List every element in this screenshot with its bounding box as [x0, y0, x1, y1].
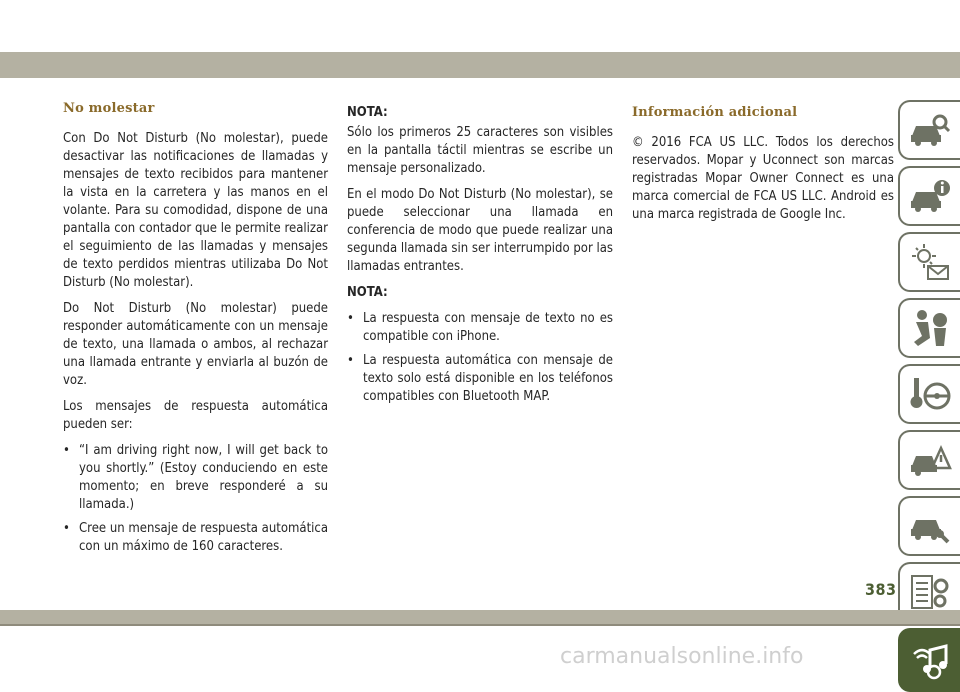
car-service-icon	[908, 504, 952, 548]
car-info-icon	[908, 174, 952, 218]
paragraph: © 2016 FCA US LLC. Todos los derechos reservados. Mopar y Uconnect son marcas registradas Mopar Owner Connect es una marca comercial de FCA US LLC. Android es una marca registrada de Google Inc.	[632, 135, 894, 222]
tab-service[interactable]	[898, 496, 960, 556]
watermark: carmanualsonline.info	[560, 644, 804, 669]
bullet-list	[347, 310, 613, 406]
tab-safety[interactable]	[898, 298, 960, 358]
list-item: • La respuesta automática con mensaje de texto solo está disponible en los teléfonos compatibles con Bluetooth MAP.	[347, 352, 613, 406]
tab-warning-lights[interactable]	[898, 232, 960, 292]
seat-airbag-icon	[908, 306, 952, 350]
list-item: • Cree un mensaje de respuesta automática con un máximo de 160 caracteres.	[63, 520, 328, 556]
column-1	[63, 100, 328, 564]
footer-band	[0, 610, 960, 624]
paragraph: Sólo los primeros 25 caracteres son visibles en la pantalla táctil mientras se escribe un mensaje personalizado.	[347, 125, 613, 176]
bullet-list	[63, 442, 328, 556]
paragraph: Los mensajes de respuesta automática pueden ser:	[63, 399, 328, 432]
tab-emergency[interactable]	[898, 430, 960, 490]
multimedia-music-icon	[908, 638, 952, 682]
paragraph: En el modo Do Not Disturb (No molestar), se puede seleccionar una llamada en conferencia de modo que puede realizar una segunda llamada sin ser interrumpido por las llamadas entrantes.	[347, 187, 613, 274]
checklist-gears-icon	[908, 570, 952, 614]
tab-starting[interactable]	[898, 364, 960, 424]
footer-line	[0, 624, 960, 626]
tab-car-info[interactable]	[898, 166, 960, 226]
tab-car-search[interactable]	[898, 100, 960, 160]
warning-light-message-icon	[908, 240, 952, 284]
note-label: NOTA:	[347, 105, 388, 120]
column-2	[347, 104, 613, 414]
key-steering-wheel-icon	[908, 372, 952, 416]
page-number: 383	[865, 580, 897, 599]
paragraph: Do Not Disturb (No molestar) puede responder automáticamente con un mensaje de texto, una llamada o ambos, al rechazar una llamada entrante y enviarla al buzón de voz.	[63, 301, 328, 388]
header-band	[0, 52, 960, 78]
car-search-icon	[908, 108, 952, 152]
list-item: • La respuesta con mensaje de texto no es compatible con iPhone.	[347, 310, 613, 346]
car-hazard-icon	[908, 438, 952, 482]
top-margin	[0, 0, 960, 47]
tab-multimedia[interactable]	[898, 628, 960, 692]
section-heading-no-molestar: No molestar	[63, 101, 155, 116]
note-label: NOTA:	[347, 285, 388, 300]
list-item: • “I am driving right now, I will get back to you shortly.” (Estoy conduciendo en este momento; en breve responderé a su llamada.)	[63, 442, 328, 514]
section-heading-informacion-adicional: Información adicional	[632, 105, 798, 120]
column-3	[632, 104, 894, 232]
paragraph: Con Do Not Disturb (No molestar), puede desactivar las notificaciones de llamadas y mensajes de texto recibidos para mantener la vista en la carretera y las manos en el volante. Para su comodidad, dispone de una pantalla con contador que le permite realizar el seguimiento de las llamadas y mensajes de texto perdidos mientras utilizaba Do Not Disturb (No molestar).	[63, 131, 328, 290]
